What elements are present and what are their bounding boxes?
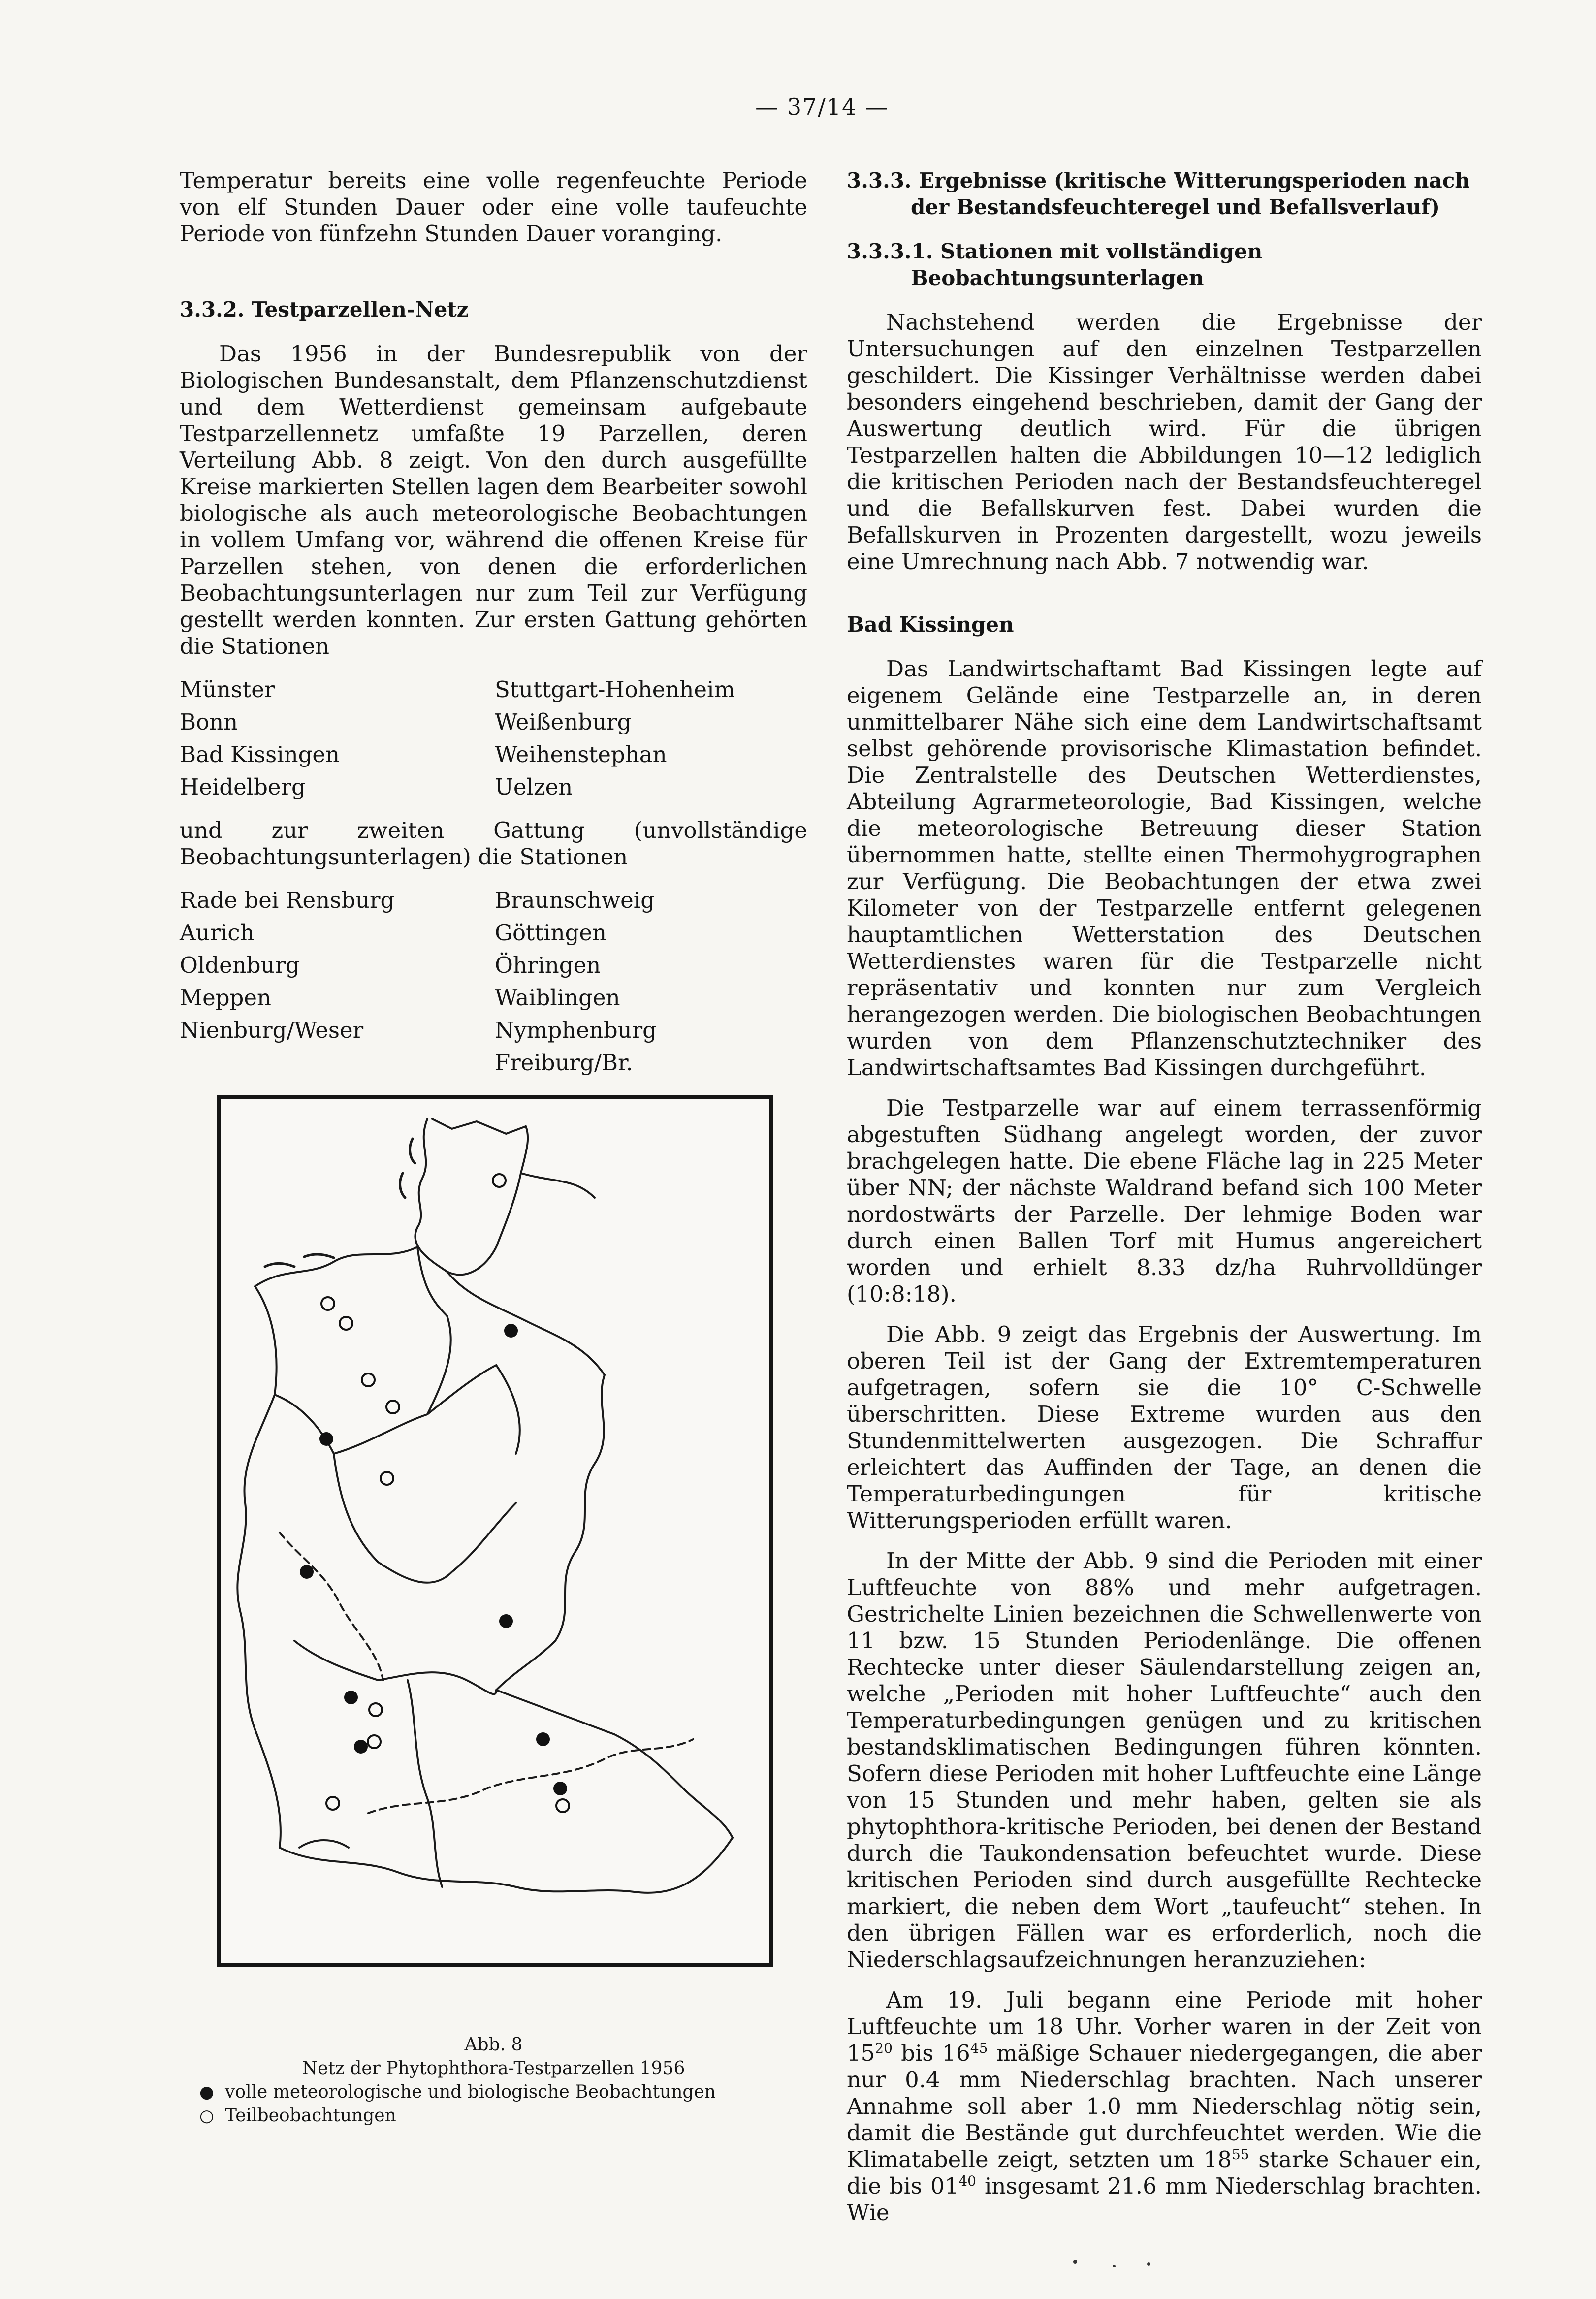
map-coast-schleswig [415, 1119, 528, 1275]
paragraph-bad-kissingen-1: Das Landwirtschaftamt Bad Kissingen legte auf eigenem Gelände eine Testparzelle an, in deren unmittelbarer Nähe sich eine dem Landwirtschaftsamt selbst gehörende provisorische Klimastation befindet. Die Zentralstelle des Deutschen Wetterdienstes, Abteilung Agrarmeteorologie, Bad Kissingen, welche die meteorologische Betreuung dieser Station übernommen hatte, stellte einen Thermohygrographen zur Verfügung. Die Beobachtungen der etwa zwei Kilometer von der Testparzelle entfernt gelegenen hauptamtlichen Wetterstation des Deutschen Wetterdienstes waren für die Testparzelle nicht repräsentativ und konnten nur zum Vergleich herangezogen werden. Die biologischen Beobachtungen wurden von dem Pflanzenschutztechniker des Landwirtschaftsamtes Bad Kissingen durchgeführt. [847, 656, 1482, 1081]
stations-full-markers [300, 1324, 567, 1795]
station-name: Aurich [180, 920, 255, 946]
station-name: Weißenburg [495, 709, 632, 735]
map-region-boundary-3 [378, 1672, 496, 1694]
station-map-figure [217, 1095, 773, 1967]
station-name: Göttingen [495, 920, 606, 946]
station-name: Rade bei Rensburg [180, 887, 395, 913]
station-marker-partial [381, 1472, 393, 1485]
station-marker-full [300, 1565, 314, 1579]
page-number: — 37/14 — [755, 94, 889, 120]
station-name: Stuttgart-Hohenheim [495, 676, 735, 702]
station-marker-full [499, 1614, 513, 1628]
heading-stationen-vollstaendig: 3.3.3.1. Stationen mit vollständigen Beobachtungsunterlagen [847, 239, 1263, 290]
paragraph-bad-kissingen-2: Die Testparzelle war auf einem terrassenförmig abgestuften Südhang angelegt worden, der zuvor brachgelegen hatte. Die ebene Fläche lag in 225 Meter über NN; der nächste Waldrand befand sich 100 Meter nordostwärts der Parzelle. Der lehmige Boden war durch einen Ballen Torf mit Humus angereichert worden und erhielt 8.33 dz/ha Ruhrvolldünger (10:8:18). [847, 1095, 1482, 1307]
map-border-west [237, 1395, 281, 1848]
heading-bad-kissingen: Bad Kissingen [847, 612, 1014, 637]
station-marker-partial [368, 1735, 381, 1748]
station-marker-full [319, 1432, 333, 1446]
station-name: Oldenburg [180, 952, 300, 978]
station-marker-partial [362, 1373, 375, 1386]
paragraph-bad-kissingen-4: In der Mitte der Abb. 9 sind die Perioden mit einer Luftfeuchte von 88% und mehr aufgetragen. Gestrichelte Linien bezeichnen die Schwellenwerte von 11 bzw. 15 Stunden Periodenlänge. Die offenen Rechtecke unter dieser Säulendarstellung zeigen an, welche „Perioden mit hoher Luftfeuchte“ auch den Temperaturbedingungen genügen und zu kritischen bestandsklimatischen Bedingungen führen könnten. Sofern diese Perioden mit hoher Luftfeuchte eine Länge von 15 Stunden und mehr haben, gelten sie als phytophthora-kritische Perioden, bei denen der Bestand durch die Taukondensation befeuchtet wurde. Diese kritischen Perioden sind durch ausgefüllte Rechtecke markiert, die neben dem Wort „taufeucht“ stehen. In den übrigen Fällen war es erforderlich, noch die Niederschlagsaufzeichnungen heranzuziehen: [847, 1548, 1482, 1973]
map-region-boundary-2 [334, 1454, 516, 1583]
station-name: Heidelberg [180, 774, 306, 800]
legend-full [180, 2080, 807, 2104]
station-name: Braunschweig [495, 887, 655, 913]
figure-caption [180, 2033, 807, 2128]
station-name: Bonn [180, 709, 238, 735]
map-coast-north-sea [255, 1247, 417, 1286]
paragraph-intro: Nachstehend werden die Ergebnisse der Untersuchungen auf den einzelnen Testparzellen geschildert. Die Kissinger Verhältnisse werden dabei besonders eingehend beschrieben, damit der Gang der Auswertung deutlich wird. Für die übrigen Testparzellen halten die Abbildungen 10—12 lediglich die kritischen Perioden nach der Bestandsfeuchteregel und die Befallskurven fest. Dabei wurden die Befallskurven in Prozenten dargestellt, wozu jeweils eine Umrechnung nach Abb. 7 notwendig war. [847, 309, 1482, 575]
paragraph-bad-kissingen-3: Die Abb. 9 zeigt das Ergebnis der Auswertung. Im oberen Teil ist der Gang der Extremtemperaturen aufgetragen, sofern sie die 10° C-Schwelle überschritten. Diese Extreme wurden aus den Stundenmittelwerten ausgezogen. Die Schraffur erleichtert das Auffinden der Tage, an denen die Temperaturbedingungen für kritische Witterungsperioden erfüllt waren. [847, 1321, 1482, 1533]
station-marker-partial [321, 1297, 334, 1310]
station-list-full [180, 673, 807, 803]
station-marker-partial [326, 1797, 339, 1810]
paragraph-netz: Das 1956 in der Bundesrepublik von der Biologischen Bundesanstalt, dem Pflanzenschutzdienst und dem Wetterdienst gemeinsam aufgebaute Testparzellennetz umfaßte 19 Parzellen, deren Verteilung Abb. 8 zeigt. Von den durch ausgefüllte Kreise markierten Stellen lagen dem Bearbeiter sowohl biologische als auch meteorologische Beobachtungen in vollem Umfang vor, während die offenen Kreise für Parzellen stehen, von denen die erforderlichen Beobachtungsunterlagen nur zum Teil zur Verfügung gestellt werden konnten. Zur ersten Gattung gehörten die Stationen [180, 341, 807, 659]
paragraph-bad-kissingen-5: Am 19. Juli begann eine Periode mit hoher Luftfeuchte um 18 Uhr. Vorher waren in der Zeit von $15^{20}$ bis $16^{45}$ mäßige Schauer niedergegangen, die aber nur 0.4 mm Niederschlag brachten. Nach unserer Annahme soll aber 1.0 mm Niederschlag nötig sein, damit die Bestände gut durchfeuchtet werden. Wie die Klimatabelle zeigt, setzten um $18^{55}$ starke Schauer ein, die bis $01^{40}$ insgesamt 21.6 mm Niederschlag brachten. Wie [847, 1987, 1482, 2226]
heading-ergebnisse: 3.3.3. Ergebnisse (kritische Witterungsperioden nach der Bestandsfeuchteregel und Befallsverlauf) [847, 168, 1470, 219]
station-name: Freiburg/Br. [495, 1050, 633, 1076]
open-circle-icon: ○ [199, 2106, 214, 2126]
figure-title: Netz der Phytophthora-Testparzellen 1956 [302, 2058, 685, 2078]
left-column [180, 167, 807, 1093]
station-name: Öhringen [495, 952, 601, 978]
map-river-rhine [280, 1533, 383, 1680]
map-region-boundary-1 [427, 1365, 520, 1454]
station-name: Weihenstephan [495, 741, 667, 767]
map-region-boundary-5 [408, 1680, 442, 1887]
heading-testparzellen-netz: 3.3.2. Testparzellen-Netz [180, 297, 469, 321]
paragraph-second-group: und zur zweiten Gattung (unvollständige Beobachtungsunterlagen) die Stationen [180, 817, 807, 870]
station-name: Bad Kissingen [180, 741, 340, 767]
station-marker-partial [386, 1401, 399, 1413]
station-name: Meppen [180, 985, 271, 1011]
legend-full-label: volle meteorologische und biologische Beobachtungen [225, 2082, 716, 2102]
map-coast-baltic [521, 1173, 595, 1198]
station-marker-partial [340, 1317, 352, 1330]
map-region-boundary-4 [294, 1641, 378, 1680]
station-marker-full [553, 1782, 567, 1795]
station-marker-full [354, 1740, 368, 1754]
station-name: Nymphenburg [495, 1017, 657, 1043]
map-lake-constance [299, 1840, 349, 1848]
station-list-partial [180, 884, 807, 1079]
station-marker-partial [556, 1799, 569, 1812]
station-marker-full [504, 1324, 518, 1338]
station-marker-full [344, 1691, 358, 1704]
map-islands-north [400, 1139, 415, 1198]
map-river-elbe [447, 1272, 605, 1375]
map-border-north [432, 1119, 526, 1134]
legend-partial-label: Teilbeobachtungen [225, 2106, 396, 2126]
paragraph-temperature: Temperatur bereits eine volle regenfeuchte Periode von elf Stunden Dauer oder eine volle taufeuchte Periode von fünfzehn Stunden Dauer voranging. [180, 167, 807, 247]
right-column [847, 167, 1482, 2240]
figure-label: Abb. 8 [464, 2035, 523, 2055]
germany-map [221, 1099, 769, 1963]
station-name: Münster [180, 676, 275, 702]
legend-partial [180, 2104, 807, 2128]
station-marker-partial [493, 1174, 506, 1187]
station-name: Nienburg/Weser [180, 1017, 364, 1043]
station-marker-partial [369, 1703, 382, 1716]
map-islands-frisian [265, 1254, 334, 1267]
station-marker-full [536, 1732, 550, 1746]
map-border-southeast [496, 1690, 733, 1838]
station-name [180, 1047, 495, 1079]
station-name: Waiblingen [495, 985, 620, 1011]
map-region-lower-saxony [255, 1247, 451, 1454]
station-name: Uelzen [495, 774, 573, 800]
map-border-east [496, 1375, 605, 1690]
filled-circle-icon: ● [199, 2082, 214, 2102]
